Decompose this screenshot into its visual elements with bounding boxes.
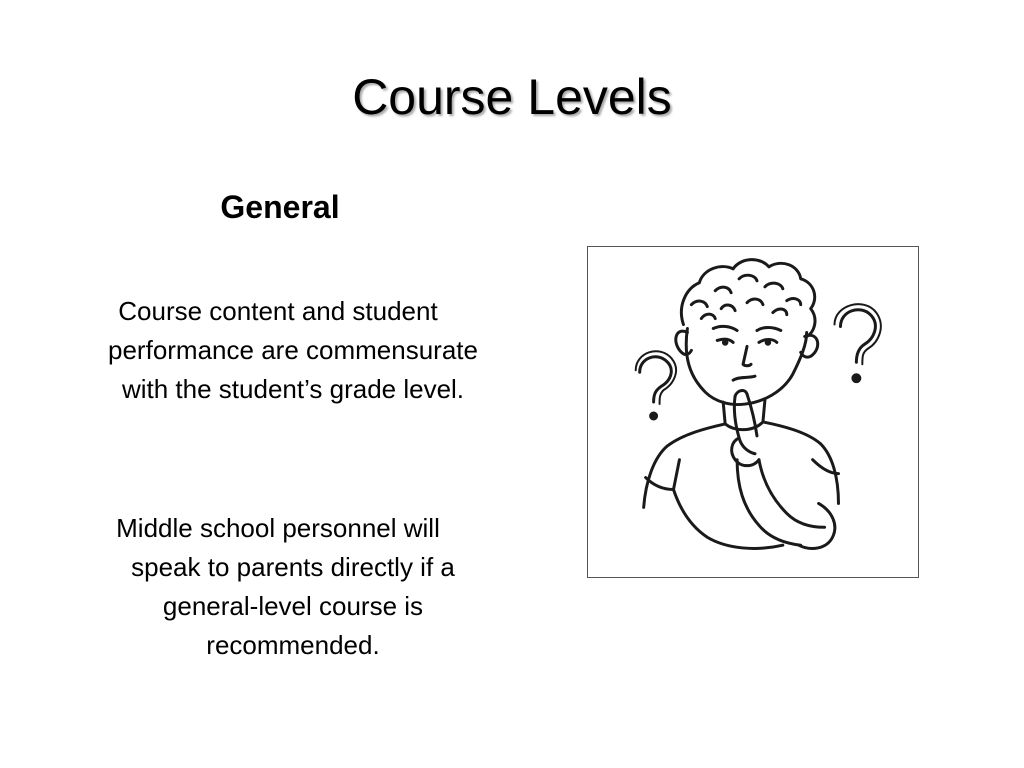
slide-title: Course Levels	[352, 69, 672, 125]
paragraph-first-line: Course content and student	[118, 296, 438, 326]
paragraph-first-line: Middle school personnel will	[116, 513, 440, 543]
thinking-boy-icon	[588, 247, 918, 577]
question-mark-right	[835, 304, 881, 382]
personnel-paragraph	[52, 509, 504, 665]
thinking-boy-illustration	[587, 246, 919, 578]
paragraph-continuation: speak to parents directly if a general-level course is recommended.	[131, 552, 455, 660]
course-content-paragraph	[58, 292, 498, 409]
paragraph-continuation: performance are commensurate with the student’s grade level.	[108, 335, 478, 404]
question-mark-left	[636, 351, 676, 419]
hair-shape	[681, 260, 815, 337]
section-heading: General	[220, 189, 340, 225]
